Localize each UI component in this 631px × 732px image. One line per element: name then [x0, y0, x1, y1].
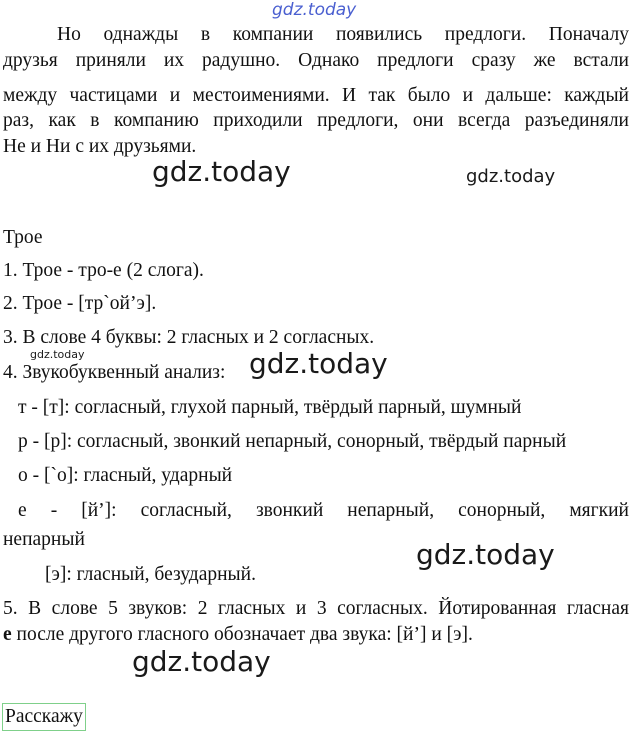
item-letters: 3. В слове 4 буквы: 2 гласных и 2 согласных. — [3, 327, 375, 348]
watermark: gdz.today — [416, 538, 555, 571]
watermark: gdz.today — [466, 166, 556, 187]
item-transcription: 2. Трое - [тр`ой’э]. — [3, 293, 157, 314]
item-sounds-count: 5. В слове 5 звуков: 2 гласных и 3 согласных. Йотированная гласная — [3, 598, 629, 619]
item-analysis-title: 4. Звукобуквенный анализ: — [3, 362, 226, 383]
sound-o: о - [`о]: гласный, ударный — [18, 465, 233, 486]
watermark: gdz.today — [152, 155, 291, 188]
paragraph-line-1: Но однажды в компании появились предлоги. Поначалу — [57, 24, 629, 45]
sound-t: т - [т]: согласный, глухой парный, твёрдый парный, шумный — [18, 397, 522, 418]
bold-letter: е — [3, 624, 12, 645]
sound-e-vowel: [э]: гласный, безударный. — [45, 564, 256, 585]
word-heading: Трое — [3, 227, 43, 248]
paragraph-line-3: между частицами и местоимениями. И так было и дальше: каждый — [3, 85, 629, 106]
next-section-heading: Расскажу — [2, 703, 86, 731]
watermark: gdz.today — [249, 347, 388, 380]
item-syllables: 1. Трое - тро-е (2 слога). — [3, 260, 204, 281]
sound-r: р - [р]: согласный, звонкий непарный, сонорный, твёрдый парный — [18, 431, 567, 452]
paragraph-line-2: друзья приняли их радушно. Однако предлоги сразу же встали — [3, 50, 629, 71]
paragraph-line-4: раз, как в компанию приходили предлоги, они всегда разъединяли — [3, 110, 629, 131]
explanation-text: после другого гласного обозначает два звука: [й’] и [э]. — [11, 624, 473, 645]
watermark-small: gdz.today — [30, 348, 85, 361]
watermark: gdz.today — [132, 645, 271, 678]
watermark-top: gdz.today — [272, 0, 357, 20]
sound-e-continued: непарный — [3, 529, 85, 550]
paragraph-line-5: Не и Ни с их друзьями. — [3, 136, 197, 157]
sound-e: е - [й’]: согласный, звонкий непарный, сонорный, мягкий — [18, 500, 629, 521]
